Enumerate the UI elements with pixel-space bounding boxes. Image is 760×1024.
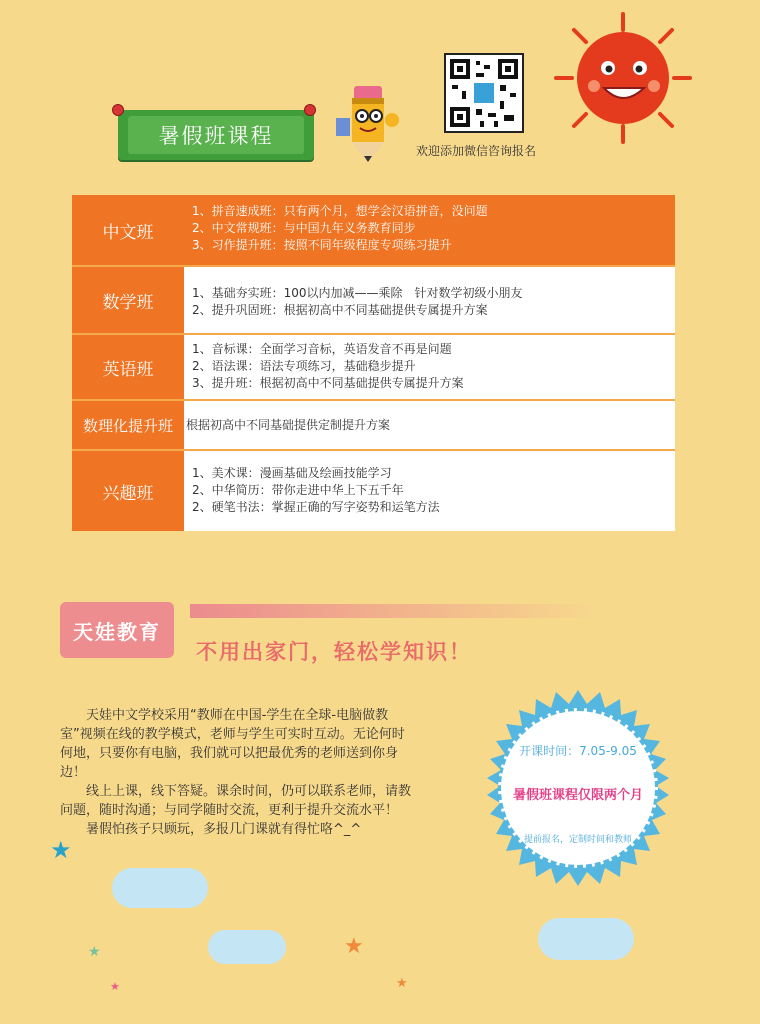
course-items: [184, 335, 675, 399]
intro-paragraph: 天娃中文学校采用“教师在中国-学生在全球-电脑做教室”视频在线的教学模式，老师与学生可实时互动。无论何时何地，只要你有电脑，我们就可以把最优秀的老师送到你身边！: [60, 708, 405, 780]
star-icon: ★: [88, 944, 101, 960]
course-item: 3、提升班：根据初高中不同基础提供专属提升方案: [192, 376, 464, 390]
course-item: 2、中文常规班：与中国九年义务教育同步: [192, 221, 416, 235]
section-title: 暑假班课程: [128, 116, 304, 154]
course-item: 2、中华简历：带你走进中华上下五千年: [192, 483, 404, 497]
pencil-mascot-illustration: [334, 82, 404, 164]
course-category: 数学班: [72, 267, 184, 333]
course-item: 2、提升巩固班：根据初高中不同基础提供专属提升方案: [192, 303, 488, 317]
course-item: 1、基础夯实班：100以内加减——乘除 针对数学初级小朋友: [192, 286, 523, 300]
cloud-decoration: [538, 918, 634, 960]
cloud-decoration: [112, 868, 208, 908]
star-icon: ★: [110, 980, 120, 993]
star-icon: ★: [50, 836, 72, 864]
cloud-decoration: [208, 930, 286, 964]
badge-headline: 暑假班课程仅限两个月: [512, 788, 643, 803]
course-item: 1、音标课：全面学习音标，英语发音不再是问题: [192, 342, 452, 356]
course-category: 中文班: [72, 195, 184, 265]
course-item: 2、硬笔书法：掌握正确的写字姿势和运笔方法: [192, 500, 440, 514]
course-item: 1、美术课：漫画基础及绘画技能学习: [192, 466, 392, 480]
course-item: 1、拼音速成班：只有两个月，想学会汉语拼音，没问题: [192, 204, 488, 218]
course-items: [184, 195, 675, 265]
star-icon: ★: [396, 976, 408, 991]
course-row: [72, 267, 675, 335]
badge-start-date: 开课时间：7.05-9.05: [519, 744, 637, 758]
brand-divider-bar: [190, 604, 600, 618]
course-category: 英语班: [72, 335, 184, 399]
course-row: [72, 335, 675, 401]
brand-slogan: 不用出家门，轻松学知识！: [196, 640, 472, 664]
qr-code-pattern: [446, 55, 522, 131]
course-category: 数理化提升班: [72, 401, 184, 449]
sun-illustration: [548, 8, 698, 148]
course-items: [184, 401, 675, 449]
badge-note: 提前报名，定制时间和教师: [523, 835, 632, 845]
intro-paragraph: 暑假怕孩子只顾玩，多报几门课就有得忙咯^_^: [86, 822, 362, 837]
pin-icon: [304, 104, 316, 116]
brand-tag: 天娃教育: [60, 602, 174, 658]
course-items: [184, 451, 675, 531]
qr-caption: 欢迎添加微信咨询报名: [416, 144, 537, 158]
course-row: [72, 195, 675, 267]
course-item: 根据初高中不同基础提供定制提升方案: [186, 418, 391, 432]
course-item: 2、语法课：语法专项练习，基础稳步提升: [192, 359, 416, 373]
course-table: [72, 195, 675, 531]
course-category: 兴趣班: [72, 451, 184, 531]
wechat-qr-code: [444, 53, 524, 133]
star-icon: ★: [344, 934, 364, 959]
course-item: 3、习作提升班：按照不同年级程度专项练习提升: [192, 238, 452, 252]
section-title-tag: [118, 110, 314, 160]
intro-text: [60, 706, 412, 839]
course-row: [72, 451, 675, 531]
course-items: [184, 267, 675, 333]
pin-icon: [112, 104, 124, 116]
intro-paragraph: 线上上课，线下答疑。课余时间，仍可以联系老师，请教问题，随时沟通；与同学随时交流，更利于提升交流水平！: [60, 784, 412, 818]
course-row: [72, 401, 675, 451]
